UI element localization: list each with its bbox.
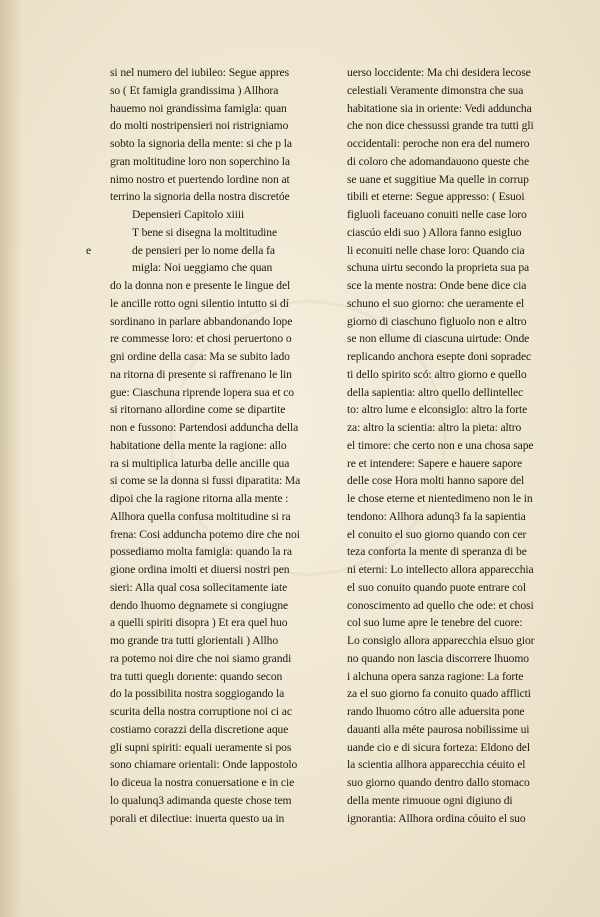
right-column-line: teza conforta la mente di speranza di be (347, 545, 527, 559)
left-column-line: non e fussono: Partendosi adduncha della (110, 421, 299, 434)
right-column-line: figluoli faceuano conuiti nelle case loro (347, 208, 527, 221)
right-column-line: i alchuna opera sanza ragione: La forte (347, 669, 524, 683)
right-column-line: tendono: Allhora adunq3 fa la sapientia (347, 509, 526, 523)
left-column-line: Depensieri Capitolo xiiii (132, 208, 245, 221)
right-column-line: Lo consiglo allora apparecchia elsuo gior (347, 634, 535, 647)
right-column-line: el suo conuito quando puote entrare col (347, 580, 526, 594)
right-column-line: dauanti alla méte paurosa nobilissime ui (347, 722, 530, 736)
left-column-line: si ritornano allordine come se dipartite (110, 403, 286, 417)
right-text-column (347, 64, 575, 825)
left-column-line: gli supni spiriti: equali ueramente si pos (110, 740, 292, 754)
left-column-line: frena: Cosi adduncha potemo dire che noi (110, 527, 300, 541)
left-column-line: sieri: Alla qual cosa sollecitamente iate (110, 580, 288, 594)
right-column-line: za el suo giorno fa conuito quado afflicti (347, 687, 531, 701)
left-column-line: gione ordina imolti et diuersi nostri pen (110, 563, 290, 576)
left-column-line: si nel numero del iubileo: Segue appres (110, 66, 289, 79)
right-column-line: se non ellume di ciascuna uirtude: Onde (347, 332, 530, 346)
right-column-line: se uane et suggitiue Ma quelle in corrup (347, 172, 529, 186)
left-column-line: T bene si disegna la moltitudine (132, 225, 278, 239)
right-column-line: replicando anchora esepte doni sopradec (347, 350, 532, 363)
left-column-line: dipoi che la ragione ritorna alla mente : (110, 492, 289, 505)
right-column-line: za: altro la scientia: altro la pieta: altro (347, 421, 522, 434)
left-column-line: possediamo molta famigla: quando la ra (110, 545, 292, 559)
left-column-line: gue: Ciaschuna riprende lopera sua et co (110, 385, 295, 399)
right-column-line: re et intendere: Sapere e hauere sapore (347, 456, 523, 470)
right-column-line: schuna uirtu secondo la proprieta sua pa (347, 261, 530, 275)
left-column-line: de pensieri per lo nome della fa e (110, 242, 338, 260)
initial-letter-marker: e (86, 243, 92, 257)
left-column-line: lo diceua la nostra conuersatione e in cie (110, 776, 295, 789)
page-fold-shadow (0, 0, 22, 917)
right-column-line: la scientia allhora apparecchia céuito el (347, 758, 526, 772)
left-column-line: nimo nostro et puertendo lordine non at (110, 172, 290, 186)
right-column-line: el timore: che certo non e una chosa sape (347, 438, 534, 452)
right-column-line: ti dello spirito scó: altro giorno e quello (347, 367, 527, 381)
left-column-line: so ( Et famigla grandissima ) Allhora (110, 83, 279, 97)
left-column-line: gran moltitudine loro non soperchino la (110, 154, 290, 168)
left-column-line: do la possibilita nostra soggiogando la (110, 687, 285, 701)
left-column-line: a quelli spiriti disopra ) Et era quel huo (110, 616, 288, 630)
left-text-column (86, 64, 338, 825)
right-column-line: rando lhuomo cótro alle aduersita pone (347, 705, 525, 718)
right-column-line: celestiali Veramente dimonstra che sua (347, 83, 524, 97)
left-column-line: scurita della nostra corruptione noi ci ac (110, 705, 292, 718)
right-column-line: giorno di ciaschuno figluolo non e altro (347, 314, 527, 328)
right-column-line: occidentali: peroche non era del numero (347, 137, 530, 150)
left-column-line: gni ordine della casa: Ma se subito lado (110, 350, 290, 363)
right-column-line: col suo lume apre le tenebre del cuore: (347, 616, 523, 630)
left-column-line: sordinano in parlare abbandonando lope (110, 314, 293, 328)
left-column-line: habitatione della mente la ragione: allo (110, 438, 287, 452)
left-column-line: ra potemo noi dire che noi siamo grandi (110, 651, 292, 665)
left-column-line: terrino la signoria della nostra discretóe (110, 190, 290, 204)
right-column-line: to: altro lume e elconsiglo: altro la forte (347, 403, 528, 417)
left-column-line: le ancille rotto ogni silentio intutto si dí (110, 296, 289, 310)
left-column-line: si come se la donna si fussi diparatita: Ma (110, 474, 301, 488)
right-column-line: li econuiti nelle chase loro: Quando cia (347, 243, 525, 257)
left-column-line: lo qualunq3 adimanda queste chose tem (110, 793, 292, 807)
right-column-line: el conuito el suo giorno quando con cer (347, 527, 527, 541)
left-column-line: re commesse loro: et chosi peruertono o (110, 332, 292, 346)
right-column-line: delle cose Hora molti hanno sapore del (347, 474, 525, 488)
right-column-line: di coloro che adomandauono queste che (347, 154, 530, 168)
left-column-line: sobto la signoria della mente: si che p la (110, 137, 292, 150)
right-column-line: no quando non lascia discorrere lhuomo (347, 651, 529, 665)
left-column-line: porali et dilectiue: inuertа questo ua in (110, 811, 285, 825)
right-column-line: della mente rimuoue ogni digiuno di (347, 793, 513, 807)
right-column-line: sce la mente nostra: Onde bene dice cia (347, 279, 527, 292)
right-column-line: ciascúo eldi suo ) Allora fanno esigluo (347, 225, 522, 239)
left-column-line: tra tutti queglı dorıente: quando secon (110, 669, 283, 683)
left-column-line: na ritorna di presente si raffrenano le lin (110, 367, 292, 381)
right-column-line: uerso loccidente: Ma chi desidera lecose (347, 66, 531, 79)
left-column-line: dendo lhuomo degnamete si congiugne (110, 598, 289, 612)
left-column-line: hauemo noi grandissima famigla: quan (110, 101, 287, 115)
left-column-line: costiamo corazzi della discretione aque (110, 722, 289, 736)
left-column-line: mo grande tra tutti glorientali ) Allho (110, 634, 279, 647)
right-column-line: suo giorno quando dentro dallo stomaco (347, 776, 530, 789)
right-column-line: tibili et eterne: Segue appresso: ( Esuoi (347, 190, 525, 204)
right-column-line: habitatione sia in oriente: Vedi adduncha (347, 101, 532, 115)
right-column-line: conoscimento ad quello che ode: et chosi (347, 598, 534, 612)
left-column-line: do la donna non e presente le lingue del (110, 279, 291, 292)
right-column-line: uande cio e di sicura forteza: Eldono del (347, 740, 530, 754)
left-column-line: migla: Noi ueggiamo che quan (132, 261, 273, 275)
right-column-line: schuno el suo giorno: che ueramente el (347, 296, 525, 310)
left-column-line: Allhora quella confusa moltitudine si ra (110, 509, 291, 523)
right-column-line: ignorantia: Allhora ordina cóuito el suo (347, 811, 526, 825)
left-column-line: do molti nostripensieri noi ristrigniamo (110, 119, 289, 133)
right-column-line: della sapientia: altro quello dellintellec (347, 385, 524, 399)
right-column-line: ni eterni: Lo intellecto allora apparecchia (347, 563, 534, 576)
right-column-line: che non dice chessussi grande tra tutti gli (347, 119, 534, 133)
right-column-line: le chose eterne et nientedimeno non le in (347, 492, 533, 505)
left-column-line: sono chiamare orientali: Onde lappostolo (110, 758, 298, 772)
left-column-line: ra si multiplica laturba delle ancille qua (110, 456, 290, 470)
